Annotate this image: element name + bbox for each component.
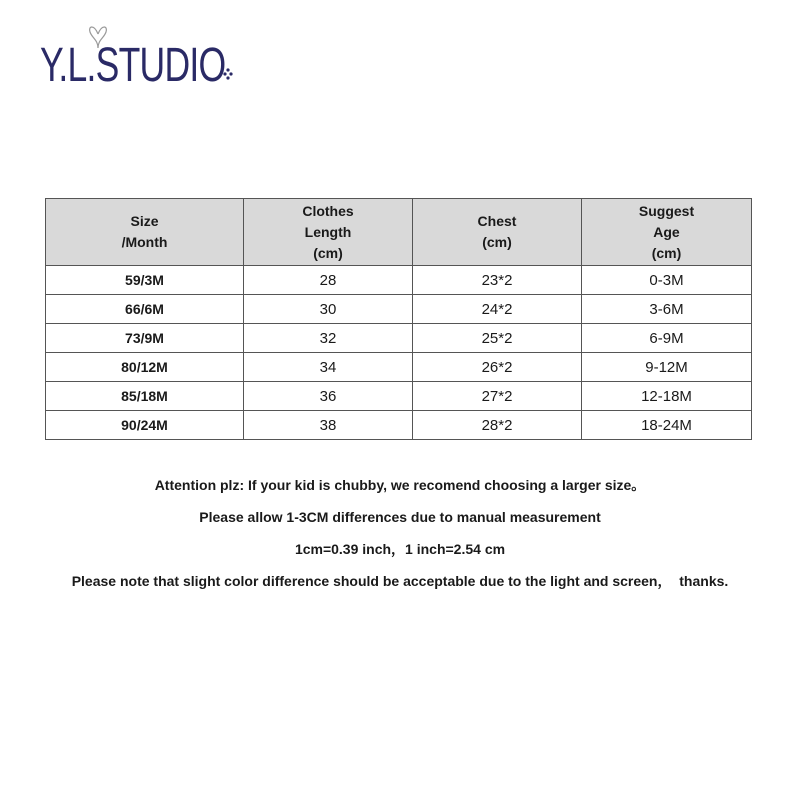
table-row	[46, 295, 752, 324]
table-header-row	[46, 199, 752, 266]
cell-age: 3-6M	[582, 295, 752, 324]
cell-size: 73/9M	[46, 324, 244, 353]
table-row	[46, 411, 752, 440]
cell-chest: 25*2	[413, 324, 582, 353]
brand-logo	[40, 14, 250, 94]
size-chart-table	[45, 198, 752, 440]
cell-age: 12-18M	[582, 382, 752, 411]
cell-chest: 27*2	[413, 382, 582, 411]
table-row	[46, 266, 752, 295]
cell-age: 6-9M	[582, 324, 752, 353]
note-color-difference: Please note that slight color difference should be acceptable due to the light and screen， thanks.	[71, 573, 729, 589]
cell-length: 30	[244, 295, 413, 324]
cell-length: 28	[244, 266, 413, 295]
cell-length: 34	[244, 353, 413, 382]
header-line: Chest	[477, 213, 517, 229]
note-measurement-difference: Please allow 1-3CM differences due to manual measurement	[199, 509, 601, 525]
header-size	[46, 199, 244, 266]
cell-size: 66/6M	[46, 295, 244, 324]
table-row	[46, 324, 752, 353]
header-line: (cm)	[651, 244, 682, 261]
header-line: (cm)	[482, 234, 512, 250]
table-row	[46, 382, 752, 411]
header-line: Length	[304, 223, 352, 240]
note-unit-conversion: 1cm=0.39 inch，1 inch=2.54 cm	[294, 541, 506, 557]
cell-size: 90/24M	[46, 411, 244, 440]
cell-size: 85/18M	[46, 382, 244, 411]
cell-size: 59/3M	[46, 266, 244, 295]
cell-chest: 28*2	[413, 411, 582, 440]
cell-age: 0-3M	[582, 266, 752, 295]
cell-size: 80/12M	[46, 353, 244, 382]
header-line: (cm)	[313, 244, 343, 261]
cell-age: 18-24M	[582, 411, 752, 440]
table-row	[46, 353, 752, 382]
logo-text: Y.L.STUDIO	[40, 39, 226, 92]
header-line: /Month	[121, 234, 168, 250]
header-line: Size	[130, 213, 159, 229]
header-line: Clothes	[302, 202, 354, 219]
header-chest	[413, 199, 582, 266]
header-line: Suggest	[638, 202, 695, 219]
note-chubby-advice: Attention plz: If your kid is chubby, we recomend choosing a larger size。	[154, 477, 646, 493]
header-suggest-age	[582, 199, 752, 266]
cell-age: 9-12M	[582, 353, 752, 382]
cell-length: 32	[244, 324, 413, 353]
cell-length: 36	[244, 382, 413, 411]
notes-section	[0, 474, 800, 602]
cell-chest: 24*2	[413, 295, 582, 324]
header-clothes-length	[244, 199, 413, 266]
cell-chest: 26*2	[413, 353, 582, 382]
cell-chest: 23*2	[413, 266, 582, 295]
cell-length: 38	[244, 411, 413, 440]
header-line: Age	[653, 223, 680, 240]
